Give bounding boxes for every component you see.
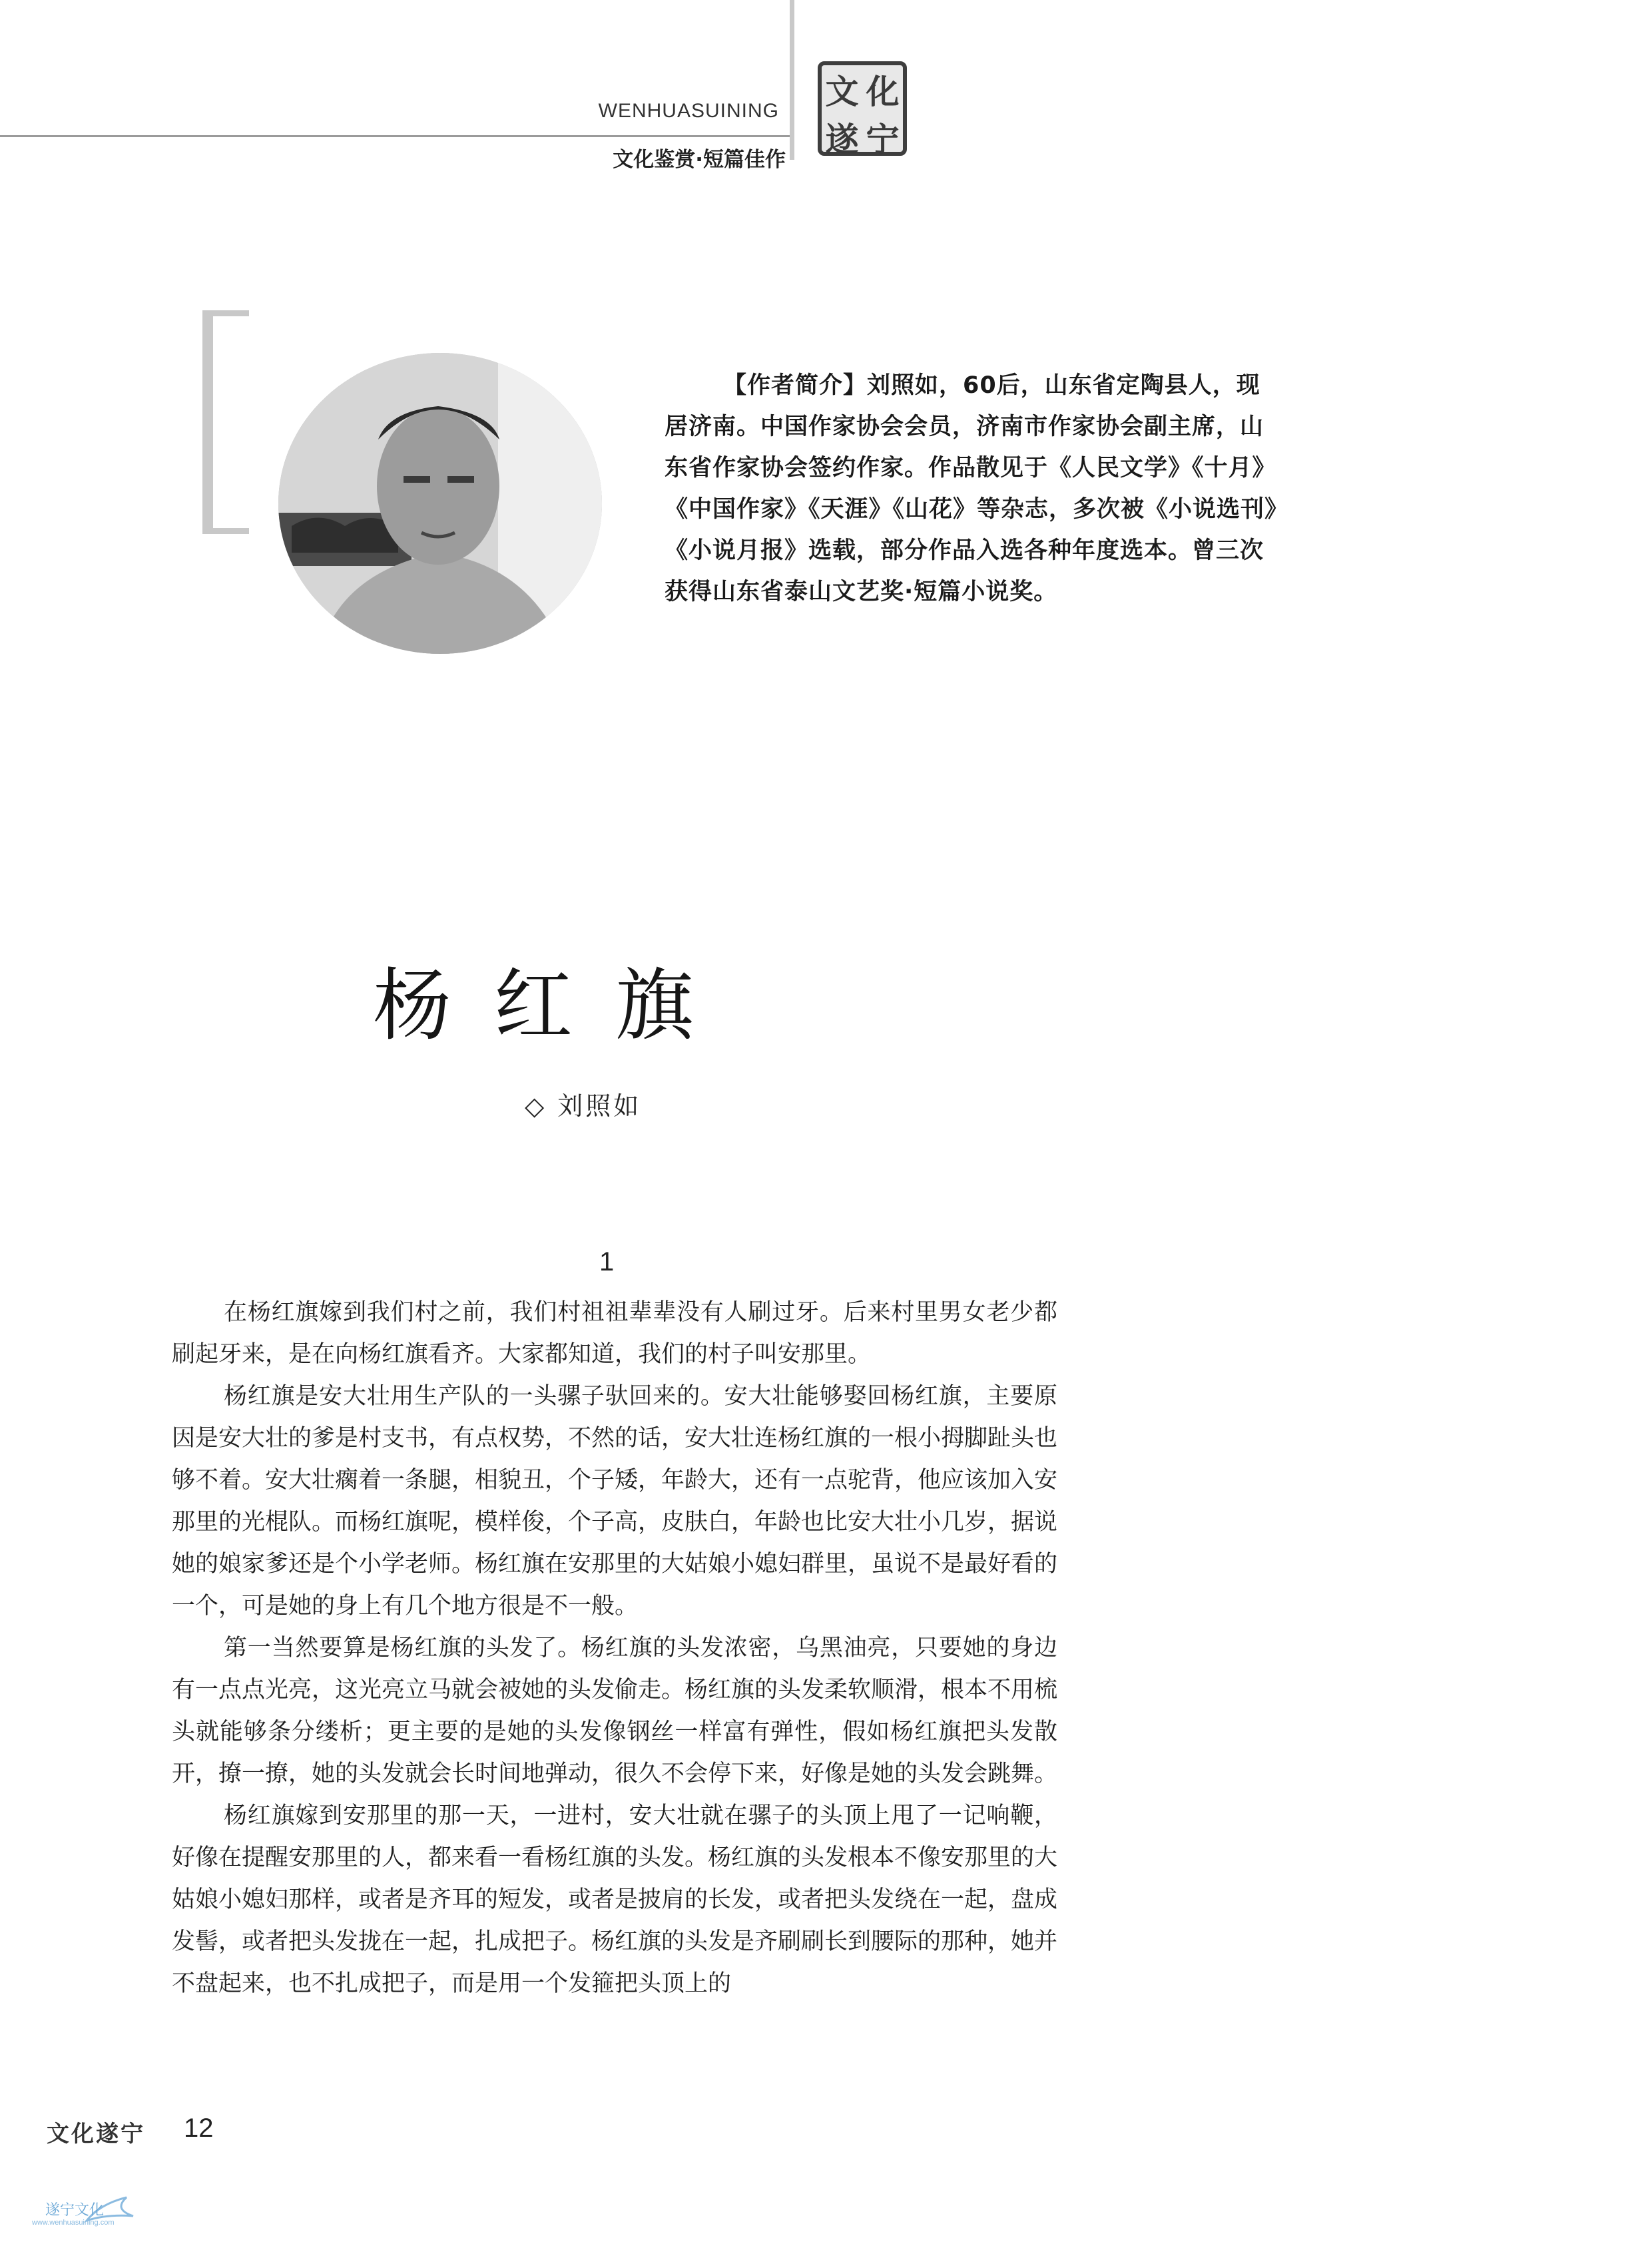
logo-char: 宁 (866, 120, 900, 159)
header-section-en: WENHUASUINING (598, 100, 779, 122)
author-bio: 【作者简介】刘照如，60后，山东省定陶县人，现居济南。中国作家协会会员，济南市作家协会副主席，山东省作家协会签约作家。作品散见于《人民文学》《十月》《中国作家》《天涯》《山花》等杂志，多次被《小说选刊》《小说月报》选载，部分作品入选各种年度选本。曾三次获得山东省泰山文艺奖·短篇小说奖。 (665, 372, 1277, 605)
logo-char: 文 (825, 72, 859, 111)
article-title: 杨红旗 (373, 960, 737, 1051)
author-portrait-illustration (278, 353, 602, 654)
footer-magazine-name: 文化遂宁 (47, 2121, 145, 2147)
header-section-cn: 文化鉴赏·短篇佳作 (613, 148, 786, 172)
paragraph: 在杨红旗嫁到我们村之前，我们村祖祖辈辈没有人刷过牙。后来村里男女老少都刷起牙来，是在向杨红旗看齐。大家都知道，我们的村子叫安那里。 (172, 1299, 1057, 1368)
page-number: 12 (184, 2113, 214, 2143)
article-byline: ◇ 刘照如 (525, 1091, 642, 1121)
logo-char: 化 (866, 72, 900, 111)
paragraph: 第一当然要算是杨红旗的头发了。杨红旗的头发浓密，乌黑油亮，只要她的身边有一点点光亮，这光亮立马就会被她的头发偷走。杨红旗的头发柔软顺滑，根本不用梳头就能够条分缕析；更主要的是她的头发像钢丝一样富有弹性，假如杨红旗把头发散开，撩一撩，她的头发就会长时间地弹动，很久不会停下来，好像是她的头发会跳舞。 (172, 1635, 1058, 1787)
decorative-bracket (202, 310, 249, 534)
author-photo (278, 353, 602, 654)
logo-char: 遂 (825, 120, 859, 159)
paragraph: 杨红旗是安大壮用生产队的一头骡子驮回来的。安大壮能够娶回杨红旗，主要原因是安大壮的爹是村支书，有点权势，不然的话，安大壮连杨红旗的一根小拇脚趾头也够不着。安大壮瘸着一条腿，相貌丑，个子矮，年龄大，还有一点驼背，他应该加入安那里的光棍队。而杨红旗呢，模样俊，个子高，皮肤白，年龄也比安大壮小几岁，据说她的娘家爹还是个小学老师。杨红旗在安那里的大姑娘小媳妇群里，虽说不是最好看的一个，可是她的身上有几个地方很是不一般。 (172, 1383, 1058, 1619)
article-body (172, 1292, 1057, 2005)
section-number: 1 (599, 1247, 615, 1276)
header-rule (0, 135, 792, 137)
watermark-url: www.wenhuasuining.com (32, 2219, 115, 2227)
watermark-text: 遂宁文化 (45, 2202, 105, 2219)
paragraph: 杨红旗嫁到安那里的那一天，一进村，安大壮就在骡子的头顶上甩了一记响鞭，好像在提醒安那里的人，都来看一看杨红旗的头发。杨红旗的头发根本不像安那里的大姑娘小媳妇那样，或者是齐耳的短发，或者是披肩的长发，或者把头发绕在一起，盘成发髻，或者把头发拢在一起，扎成把子。杨红旗的头发是齐刷刷长到腰际的那种，她并不盘起来，也不扎成把子，而是用一个发箍把头顶上的 (172, 1803, 1058, 1997)
magazine-logo (818, 61, 907, 159)
header-divider (790, 0, 794, 160)
